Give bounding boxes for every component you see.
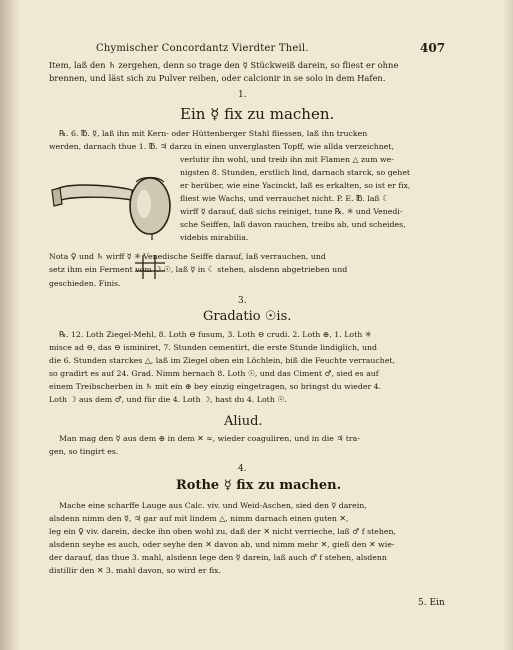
section-1-line: er herüber, wie eine Yacinckt, laß es erkalten, so ist er fix,	[180, 181, 411, 190]
section-1-title: Ein ☿ fix zu machen.	[180, 105, 335, 123]
section-2-line: Loth ☽ aus dem ♂, und für die 4. Loth ☽, hast du 4. Loth ☉.	[49, 395, 287, 404]
section-1-line: Nota ♀ und ♄ wirff ☿ ✳ Venedische Seiffe darauf, laß verrauchen, und	[49, 252, 326, 261]
section-4-line: alsdenn nimm den ☿, ♃ gar auf mit lindem △, nimm darnach einen guten ✕,	[49, 514, 349, 523]
section-1-line: verlutir ihn wohl, und treib ihn mit Flamen △ zum we-	[180, 155, 394, 164]
section-2-number: 3.	[238, 296, 247, 306]
section-4-number: 4.	[238, 464, 247, 474]
section-4-line: Mache eine scharffe Lauge aus Calc. viv. und Weid-Aschen, sied den ☿ darein,	[59, 501, 367, 510]
section-1-line: setz ihm ein Ferment vom ☽ ☉, laß ☿ in ☾ stehen, alsdenn abgetrieben und	[49, 265, 348, 274]
catchword: 5. Ein	[418, 598, 445, 608]
section-1-line: werden, darnach thue 1. ℔. ♃ darzu in einen unverglasten Topff, wie allda verzeichnet,	[49, 142, 394, 151]
section-1-line: geschieden. Finis.	[49, 279, 121, 288]
section-2-title: Gradatio ☉is.	[203, 309, 292, 324]
page-number: 407	[420, 41, 446, 55]
intro-line-2: brennen, und läst sich zu Pulver reiben, oder calcionir in se solo in dem Hafen.	[49, 73, 386, 83]
section-1-line: videbis mirabilia.	[180, 233, 249, 242]
alembic-vessel-icon	[48, 170, 176, 242]
section-1-line: ℞. 6. ℔. ☿, laß ihn mit Kern- oder Hüttenberger Stahl fliessen, laß ihn trucken	[59, 129, 368, 138]
section-2-line: misce ad ⊖, das ⊖ isminiret, 7. Stunden cementirt, die erste Stunde lindiglich, und	[49, 343, 378, 352]
section-4-title: Rothe ☿ fix zu machen.	[176, 478, 342, 493]
section-2-line: die 6. Stunden starckes △, laß im Ziegel oben ein Löchlein, biß die Feuchte verrauchet,	[49, 356, 396, 365]
section-1-line: sche Seiffen, laß davon rauchen, treibs ab, und scheides,	[180, 220, 406, 229]
section-3-line: Man mag den ☿ aus dem ⊕ in dem ✕ ≈, wieder coaguliren, und in die ♃ tra-	[59, 434, 360, 443]
page-edge	[503, 0, 513, 650]
section-2-line: ℞. 12. Loth Ziegel-Mehl, 8. Loth ⊖ fusum, 3. Loth ⊖ crudi. 2. Loth ⊕, 1. Loth ✳	[59, 330, 372, 339]
section-4-line: der darauf, das thue 3. mahl, alsdenn lege den ☿ darein, laß auch ♂ f stehen, alsdenn	[49, 553, 387, 562]
section-4-line: distillir den ✕ 3. mahl davon, so wird er fix.	[49, 566, 222, 575]
section-1-line: wirff ☿ darauf, daß sichs reiniget, tune ℞. ✳ und Venedi-	[180, 207, 403, 216]
page-spine	[0, 0, 20, 650]
hash-grid-icon	[133, 254, 167, 280]
intro-line-1: Item, laß den ♄ zergehen, denn so trage den ☿ Stückweiß darein, so fliest er ohne	[49, 60, 399, 70]
section-1-number: 1.	[238, 90, 247, 100]
section-4-line: alsdenn seyhe es auch, oder seyhe den ✕ davon ab, und nimm mehr ✕, gieß den ✕ wie-	[49, 540, 395, 549]
section-1-line: nigsten 8. Stunden, erstlich lind, darnach starck, so gehet	[180, 168, 411, 177]
section-1-line: fliest wie Wachs, und verrauchet nicht. P. E. ℔. laß ☾	[180, 194, 390, 203]
section-2-line: einem Treibscherben in ♄ mit ein ⊕ bey einzig eingetragen, so bringst du wieder 4.	[49, 382, 382, 391]
section-3-title: Aliud.	[224, 414, 263, 429]
section-2-line: so gradirt es auf 24. Grad. Nimm hernach 8. Loth ☉, und das Ciment ♂, sied es auf	[49, 369, 379, 378]
running-title: Chymischer Concordantz Vierdter Theil.	[96, 43, 309, 54]
section-3-line: gen, so tingirt es.	[49, 447, 119, 456]
section-4-line: leg ein ♀ viv. darein, decke ihn oben wohl zu, daß der ✕ nicht verrieche, laß ♂ f stehen,	[49, 527, 396, 536]
